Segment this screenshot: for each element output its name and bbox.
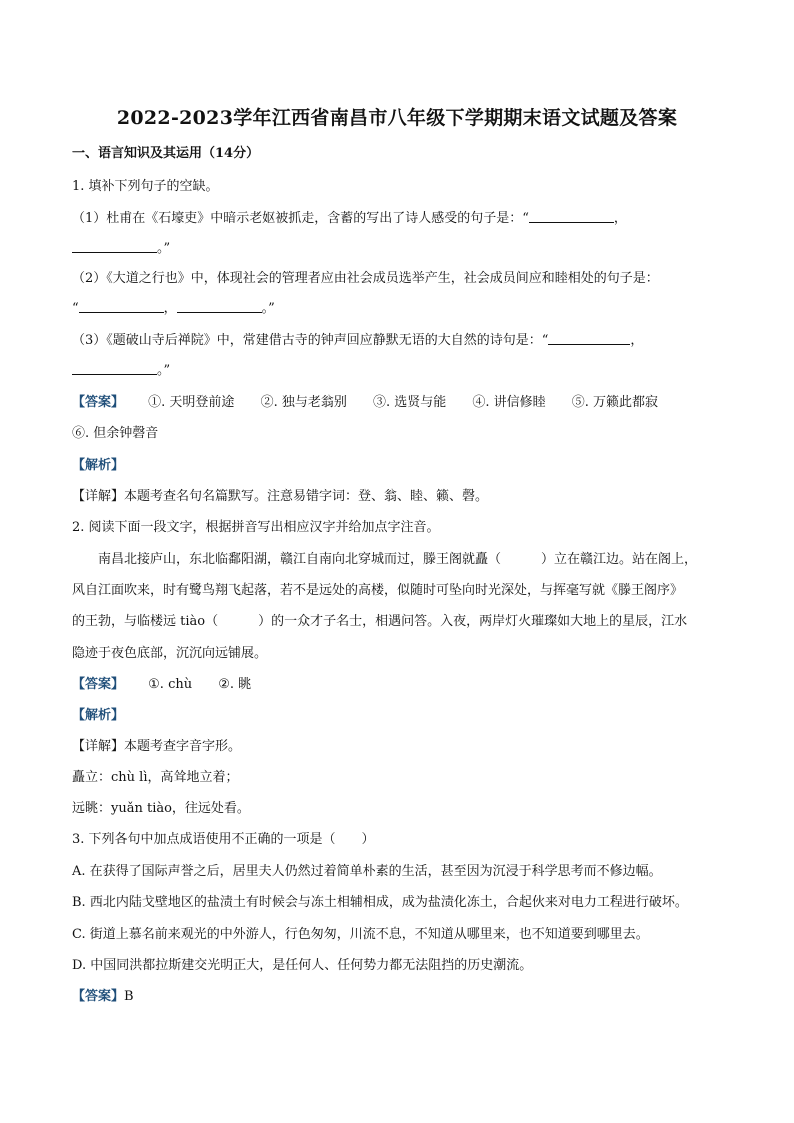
punct: “ (72, 301, 79, 316)
q3-option-b: B. 西北内陆戈壁地区的盐渍土有时候会与冻土相辅相成，成为盐渍化冻土，合起伙来对电力工程进行破坏。 (72, 895, 688, 910)
document-title: 2022-2023学年江西省南昌市八年级下学期期末语文试题及答案 (116, 107, 678, 129)
q1-item-1-text: （1）杜甫在《石壕吏》中暗示老妪被抓走，含蓄的写出了诗人感受的句子是：“ (72, 211, 529, 226)
answer-blank (72, 362, 157, 375)
punct: 。” (157, 241, 171, 256)
answer-blank (548, 332, 630, 345)
answer-item: ⑥. 但余钟磬音 (72, 426, 159, 441)
answer-tag: 【答案】 (72, 677, 125, 692)
passage-text: ）立在赣江边。站在阁上， (541, 552, 698, 567)
q2-passage-line (98, 551, 697, 569)
question-1-stem: 1. 填补下列句子的空缺。 (72, 179, 219, 194)
passage-text: 的王勃，与临楼远 tiào（ (72, 614, 219, 629)
q1-item-3 (72, 332, 643, 350)
punct: ， (163, 301, 177, 316)
q2-passage-line: 隐迹于夜色底部，沉沉向远铺展。 (72, 646, 268, 661)
q1-item-1 (72, 210, 627, 228)
punct: ， (613, 211, 627, 226)
q2-answer (72, 676, 251, 694)
q2-passage-line: 风自江面吹来，时有鹭鸟翔飞起落，若不是远处的高楼，似随时可坠向时光深处，与挥毫写就《滕王阁序》 (72, 583, 684, 598)
answer-blank (177, 300, 262, 313)
answer-tag: 【答案】 (72, 989, 125, 1004)
q1-item-1-cont (72, 240, 170, 258)
answer-item: ④. 讲信修睦 (472, 395, 546, 410)
q3-answer (72, 988, 134, 1006)
section-heading: 一、语言知识及其运用（14分） (72, 146, 260, 161)
punct: 。” (157, 363, 171, 378)
answer-item: ②. 独与老翁别 (260, 395, 347, 410)
answer-item: ①. 天明登前途 (148, 395, 235, 410)
q3-option-c: C. 街道上慕名前来观光的中外游人，行色匆匆，川流不息，不知道从哪里来，也不知道要到哪里去。 (72, 927, 649, 942)
question-2-stem: 2. 阅读下面一段文字，根据拼音写出相应汉字并给加点字注音。 (72, 520, 440, 535)
q1-detail: 【详解】本题考查名句名篇默写。注意易错字词：登、翁、睦、籁、磬。 (72, 489, 489, 504)
analysis-tag: 【解析】 (72, 708, 125, 723)
passage-text: ）的一众才子名士，相遇问答。入夜，两岸灯火璀璨如大地上的星辰，江水 (258, 614, 688, 629)
question-3-stem: 3. 下列各句中加点成语使用不正确的一项是（ ） (72, 832, 375, 847)
answer-item: ③. 选贤与能 (372, 395, 447, 410)
q3-option-a: A. 在获得了国际声誉之后，居里夫人仍然过着简单朴素的生活，甚至因为沉浸于科学思考而不修边幅。 (72, 864, 662, 879)
analysis-tag: 【解析】 (72, 458, 125, 473)
answer-value: B (124, 989, 134, 1004)
q1-item-3-text: （3）《题破山寺后禅院》中，常建借古寺的钟声回应静默无语的大自然的诗句是：“ (72, 333, 549, 348)
q1-answer (72, 394, 658, 412)
answer-blank (72, 240, 157, 253)
passage-text: 南昌北接庐山，东北临鄱阳湖，赣江自南向北穿城而过，滕王阁就矗（ (98, 552, 502, 567)
q2-detail: 【详解】本题考查字音字形。 (72, 739, 242, 754)
answer-item: ①. chù (148, 677, 193, 692)
q2-detail-1: 矗立：chù lì，高耸地立着； (72, 770, 239, 785)
q1-item-2: （2）《大道之行也》中，体现社会的管理者应由社会成员选举产生，社会成员间应和睦相处的句子是： (72, 271, 659, 286)
answer-blank (529, 210, 614, 223)
q3-option-d: D. 中国同洪都拉斯建交光明正大，是任何人、任何势力都无法阻挡的历史潮流。 (72, 958, 533, 973)
answer-item: ⑤. 万籁此都寂 (571, 395, 659, 410)
answer-blank (79, 300, 164, 313)
answer-item: ②. 眺 (218, 677, 252, 692)
punct: 。” (261, 301, 275, 316)
q1-item-2-cont (72, 300, 275, 318)
q2-passage-line (72, 613, 687, 631)
q1-item-3-cont (72, 362, 170, 380)
answer-tag: 【答案】 (72, 395, 125, 410)
q2-detail-2: 远眺：yuǎn tiào，往远处看。 (72, 801, 250, 816)
punct: ， (630, 333, 644, 348)
